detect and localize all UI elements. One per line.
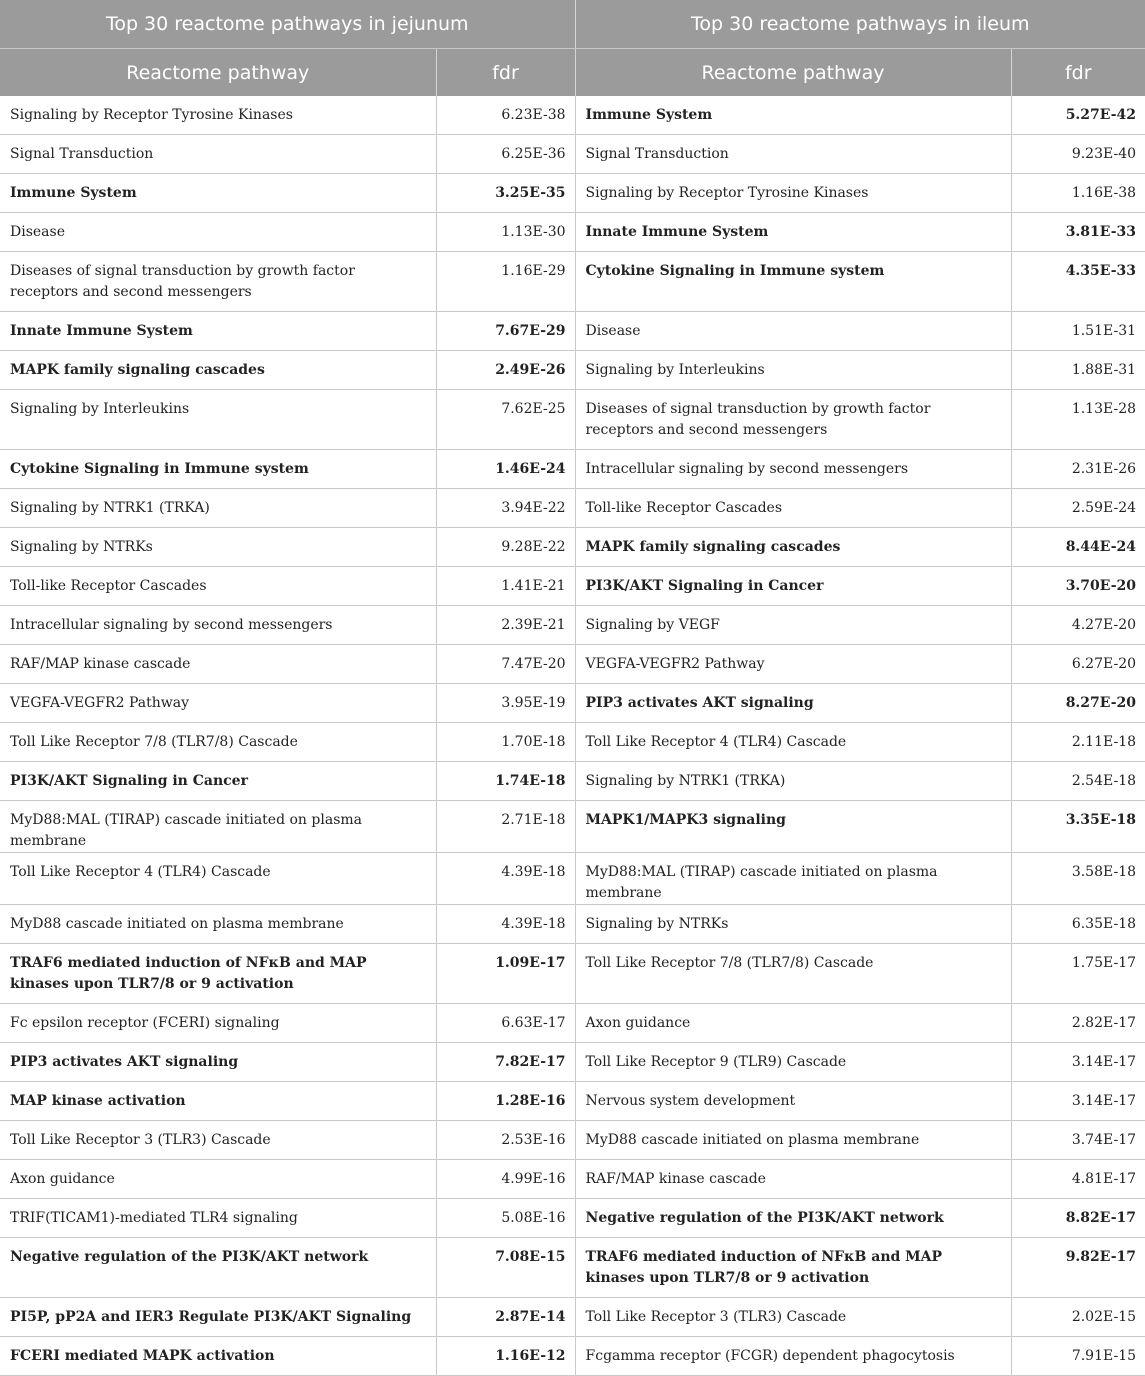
- ileum-fdr-value: 9.82E-17: [1011, 1238, 1145, 1298]
- ileum-pathway-name: PI3K/AKT Signaling in Cancer: [575, 567, 1011, 606]
- ileum-fdr-value: 2.11E-18: [1011, 723, 1145, 762]
- table-row: [0, 252, 1145, 312]
- jejunum-pathway-name: VEGFA-VEGFR2 Pathway: [0, 684, 436, 723]
- ileum-fdr-value: 2.59E-24: [1011, 489, 1145, 528]
- ileum-pathway-name: Toll Like Receptor 4 (TLR4) Cascade: [575, 723, 1011, 762]
- jejunum-fdr-value: 7.08E-15: [436, 1238, 575, 1298]
- ileum-fdr-value: 1.13E-28: [1011, 390, 1145, 450]
- jejunum-fdr-value: 2.39E-21: [436, 606, 575, 645]
- ileum-pathway-name: Toll-like Receptor Cascades: [575, 489, 1011, 528]
- jejunum-pathway-name: Signaling by Receptor Tyrosine Kinases: [0, 96, 436, 135]
- ileum-fdr-value: 8.44E-24: [1011, 528, 1145, 567]
- table-row: [0, 1337, 1145, 1376]
- ileum-pathway-name: Toll Like Receptor 7/8 (TLR7/8) Cascade: [575, 944, 1011, 1004]
- ileum-fdr-value: 3.14E-17: [1011, 1043, 1145, 1082]
- ileum-fdr-value: 3.14E-17: [1011, 1082, 1145, 1121]
- table-row: [0, 762, 1145, 801]
- jejunum-fdr-value: 4.99E-16: [436, 1160, 575, 1199]
- table-row: [0, 1199, 1145, 1238]
- table-row: [0, 723, 1145, 762]
- ileum-pathway-name: Nervous system development: [575, 1082, 1011, 1121]
- jejunum-fdr-value: 7.62E-25: [436, 390, 575, 450]
- jejunum-pathway-name: Axon guidance: [0, 1160, 436, 1199]
- table-row: [0, 1160, 1145, 1199]
- jejunum-pathway-name: MAP kinase activation: [0, 1082, 436, 1121]
- table-row: [0, 944, 1145, 1004]
- ileum-pathway-name: Cytokine Signaling in Immune system: [575, 252, 1011, 312]
- ileum-pathway-name: Signaling by NTRK1 (TRKA): [575, 762, 1011, 801]
- ileum-fdr-value: 1.75E-17: [1011, 944, 1145, 1004]
- jejunum-pathway-name: Toll Like Receptor 3 (TLR3) Cascade: [0, 1121, 436, 1160]
- ileum-fdr-value: 8.82E-17: [1011, 1199, 1145, 1238]
- ileum-fdr-value: 1.16E-38: [1011, 174, 1145, 213]
- ileum-pathway-name: MyD88 cascade initiated on plasma membrane: [575, 1121, 1011, 1160]
- table-row: [0, 1298, 1145, 1337]
- jejunum-fdr-value: 3.25E-35: [436, 174, 575, 213]
- ileum-pathway-name: Immune System: [575, 96, 1011, 135]
- ileum-pathway-name: Innate Immune System: [575, 213, 1011, 252]
- jejunum-fdr-value: 1.16E-12: [436, 1337, 575, 1376]
- jejunum-pathway-name: Signaling by NTRKs: [0, 528, 436, 567]
- table-row: [0, 1004, 1145, 1043]
- jejunum-fdr-value: 2.53E-16: [436, 1121, 575, 1160]
- ileum-pathway-name: Axon guidance: [575, 1004, 1011, 1043]
- jejunum-fdr-value: 1.70E-18: [436, 723, 575, 762]
- ileum-fdr-value: 3.81E-33: [1011, 213, 1145, 252]
- ileum-pathway-name: PIP3 activates AKT signaling: [575, 684, 1011, 723]
- ileum-fdr-value: 2.02E-15: [1011, 1298, 1145, 1337]
- jejunum-pathway-name: Immune System: [0, 174, 436, 213]
- table-row: [0, 1082, 1145, 1121]
- jejunum-pathway-name: Signaling by NTRK1 (TRKA): [0, 489, 436, 528]
- ileum-fdr-value: 1.51E-31: [1011, 312, 1145, 351]
- jejunum-fdr-value: 1.46E-24: [436, 450, 575, 489]
- ileum-pathway-name: Intracellular signaling by second messengers: [575, 450, 1011, 489]
- ileum-fdr-value: 4.35E-33: [1011, 252, 1145, 312]
- jejunum-pathway-name: PI5P, pP2A and IER3 Regulate PI3K/AKT Signaling: [0, 1298, 436, 1337]
- ileum-fdr-value: 2.82E-17: [1011, 1004, 1145, 1043]
- jejunum-fdr-value: 4.39E-18: [436, 905, 575, 944]
- jejunum-pathway-name: FCERI mediated MAPK activation: [0, 1337, 436, 1376]
- jejunum-pathway-name: Toll Like Receptor 4 (TLR4) Cascade: [0, 853, 436, 905]
- ileum-fdr-value: 5.27E-42: [1011, 96, 1145, 135]
- jejunum-pathway-name: Fc epsilon receptor (FCERI) signaling: [0, 1004, 436, 1043]
- jejunum-pathway-name: Toll-like Receptor Cascades: [0, 567, 436, 606]
- table-row: [0, 1121, 1145, 1160]
- jejunum-fdr-value: 2.87E-14: [436, 1298, 575, 1337]
- table-row: [0, 1238, 1145, 1298]
- jejunum-pathway-name: Cytokine Signaling in Immune system: [0, 450, 436, 489]
- jejunum-pathway-name: PIP3 activates AKT signaling: [0, 1043, 436, 1082]
- jejunum-fdr-header: fdr: [436, 49, 575, 97]
- ileum-fdr-value: 3.74E-17: [1011, 1121, 1145, 1160]
- ileum-pathway-name: Signaling by NTRKs: [575, 905, 1011, 944]
- jejunum-fdr-value: 7.82E-17: [436, 1043, 575, 1082]
- table-row: [0, 853, 1145, 905]
- ileum-pathway-name: Fcgamma receptor (FCGR) dependent phagocytosis: [575, 1337, 1011, 1376]
- ileum-pathway-name: Signaling by VEGF: [575, 606, 1011, 645]
- table-row: [0, 684, 1145, 723]
- table-row: [0, 450, 1145, 489]
- ileum-pathway-name: MAPK family signaling cascades: [575, 528, 1011, 567]
- ileum-fdr-header: fdr: [1011, 49, 1145, 97]
- jejunum-pathway-header: Reactome pathway: [0, 49, 436, 97]
- ileum-pathway-name: Toll Like Receptor 9 (TLR9) Cascade: [575, 1043, 1011, 1082]
- ileum-pathway-header: Reactome pathway: [575, 49, 1011, 97]
- table-row: [0, 645, 1145, 684]
- ileum-pathway-name: Diseases of signal transduction by growth factor receptors and second messengers: [575, 390, 1011, 450]
- table-row: [0, 489, 1145, 528]
- jejunum-fdr-value: 2.49E-26: [436, 351, 575, 390]
- ileum-pathway-name: Signal Transduction: [575, 135, 1011, 174]
- jejunum-fdr-value: 3.94E-22: [436, 489, 575, 528]
- jejunum-pathway-name: MyD88 cascade initiated on plasma membrane: [0, 905, 436, 944]
- ileum-pathway-name: Disease: [575, 312, 1011, 351]
- jejunum-pathway-name: Innate Immune System: [0, 312, 436, 351]
- table-row: [0, 351, 1145, 390]
- jejunum-fdr-value: 4.39E-18: [436, 853, 575, 905]
- table-row: [0, 135, 1145, 174]
- ileum-pathway-name: Negative regulation of the PI3K/AKT network: [575, 1199, 1011, 1238]
- ileum-pathway-name: Signaling by Interleukins: [575, 351, 1011, 390]
- jejunum-pathway-name: MAPK family signaling cascades: [0, 351, 436, 390]
- table-row: [0, 905, 1145, 944]
- jejunum-pathway-name: Intracellular signaling by second messengers: [0, 606, 436, 645]
- table-row: [0, 96, 1145, 135]
- jejunum-pathway-name: Disease: [0, 213, 436, 252]
- table-row: [0, 567, 1145, 606]
- table-row: [0, 174, 1145, 213]
- table-row: [0, 528, 1145, 567]
- jejunum-fdr-value: 7.67E-29: [436, 312, 575, 351]
- jejunum-fdr-value: 1.16E-29: [436, 252, 575, 312]
- jejunum-pathway-name: Negative regulation of the PI3K/AKT network: [0, 1238, 436, 1298]
- ileum-fdr-value: 2.54E-18: [1011, 762, 1145, 801]
- ileum-pathway-name: RAF/MAP kinase cascade: [575, 1160, 1011, 1199]
- jejunum-title: Top 30 reactome pathways in jejunum: [0, 0, 575, 49]
- jejunum-pathway-name: RAF/MAP kinase cascade: [0, 645, 436, 684]
- table-row: [0, 801, 1145, 853]
- ileum-fdr-value: 6.35E-18: [1011, 905, 1145, 944]
- ileum-fdr-value: 4.27E-20: [1011, 606, 1145, 645]
- ileum-fdr-value: 7.91E-15: [1011, 1337, 1145, 1376]
- jejunum-fdr-value: 1.41E-21: [436, 567, 575, 606]
- jejunum-pathway-name: MyD88:MAL (TIRAP) cascade initiated on plasma membrane: [0, 801, 436, 853]
- ileum-fdr-value: 2.31E-26: [1011, 450, 1145, 489]
- ileum-pathway-name: TRAF6 mediated induction of NFκB and MAP kinases upon TLR7/8 or 9 activation: [575, 1238, 1011, 1298]
- ileum-pathway-name: MAPK1/MAPK3 signaling: [575, 801, 1011, 853]
- ileum-fdr-value: 8.27E-20: [1011, 684, 1145, 723]
- jejunum-pathway-name: Signaling by Interleukins: [0, 390, 436, 450]
- ileum-fdr-value: 3.35E-18: [1011, 801, 1145, 853]
- jejunum-pathway-name: PI3K/AKT Signaling in Cancer: [0, 762, 436, 801]
- jejunum-fdr-value: 9.28E-22: [436, 528, 575, 567]
- jejunum-pathway-name: TRAF6 mediated induction of NFκB and MAP kinases upon TLR7/8 or 9 activation: [0, 944, 436, 1004]
- ileum-fdr-value: 9.23E-40: [1011, 135, 1145, 174]
- jejunum-pathway-name: Toll Like Receptor 7/8 (TLR7/8) Cascade: [0, 723, 436, 762]
- table-row: [0, 312, 1145, 351]
- jejunum-fdr-value: 7.47E-20: [436, 645, 575, 684]
- ileum-fdr-value: 3.58E-18: [1011, 853, 1145, 905]
- ileum-fdr-value: 4.81E-17: [1011, 1160, 1145, 1199]
- jejunum-fdr-value: 1.28E-16: [436, 1082, 575, 1121]
- ileum-title: Top 30 reactome pathways in ileum: [575, 0, 1145, 49]
- jejunum-fdr-value: 3.95E-19: [436, 684, 575, 723]
- jejunum-fdr-value: 1.74E-18: [436, 762, 575, 801]
- table-row: [0, 1043, 1145, 1082]
- jejunum-fdr-value: 5.08E-16: [436, 1199, 575, 1238]
- table-row: [0, 390, 1145, 450]
- jejunum-fdr-value: 6.63E-17: [436, 1004, 575, 1043]
- ileum-pathway-name: MyD88:MAL (TIRAP) cascade initiated on plasma membrane: [575, 853, 1011, 905]
- jejunum-fdr-value: 2.71E-18: [436, 801, 575, 853]
- table-row: [0, 606, 1145, 645]
- jejunum-fdr-value: 1.13E-30: [436, 213, 575, 252]
- ileum-pathway-name: VEGFA-VEGFR2 Pathway: [575, 645, 1011, 684]
- jejunum-fdr-value: 6.23E-38: [436, 96, 575, 135]
- ileum-pathway-name: Toll Like Receptor 3 (TLR3) Cascade: [575, 1298, 1011, 1337]
- jejunum-fdr-value: 1.09E-17: [436, 944, 575, 1004]
- ileum-fdr-value: 6.27E-20: [1011, 645, 1145, 684]
- table-row: [0, 213, 1145, 252]
- ileum-fdr-value: 3.70E-20: [1011, 567, 1145, 606]
- ileum-pathway-name: Signaling by Receptor Tyrosine Kinases: [575, 174, 1011, 213]
- table-body: [0, 96, 1145, 1376]
- ileum-fdr-value: 1.88E-31: [1011, 351, 1145, 390]
- jejunum-pathway-name: Signal Transduction: [0, 135, 436, 174]
- jejunum-fdr-value: 6.25E-36: [436, 135, 575, 174]
- jejunum-pathway-name: Diseases of signal transduction by growth factor receptors and second messengers: [0, 252, 436, 312]
- jejunum-pathway-name: TRIF(TICAM1)-mediated TLR4 signaling: [0, 1199, 436, 1238]
